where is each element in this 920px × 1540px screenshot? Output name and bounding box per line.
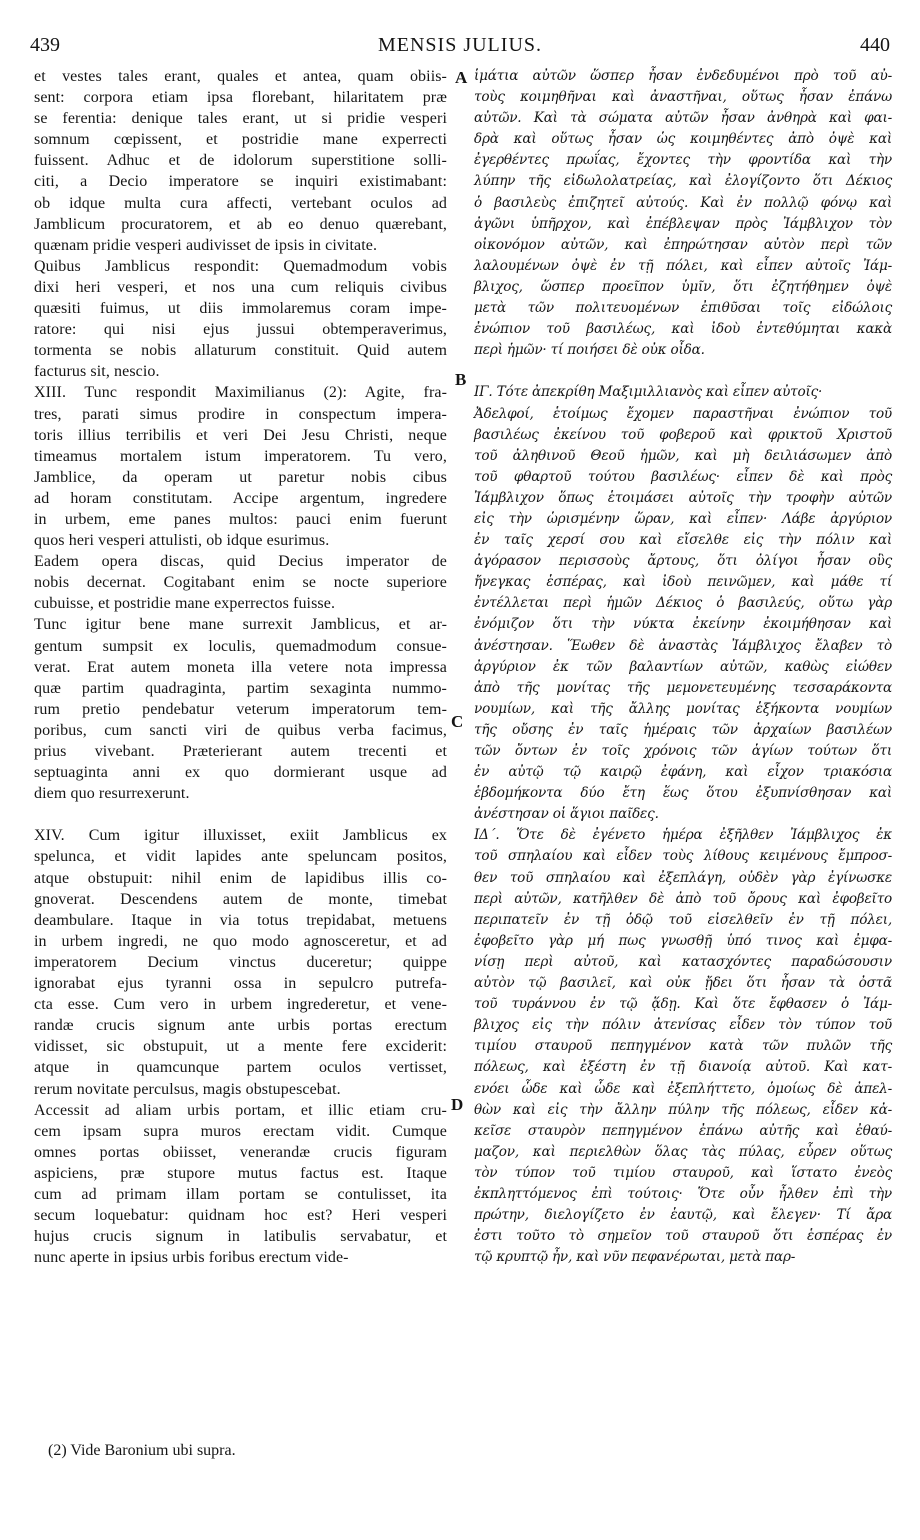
latin-text-line: gnoverat. Descendens autem de monte, timebat bbox=[34, 890, 447, 908]
greek-text-line: αὐτῶν. Καὶ τὰ σώματα αὐτῶν ἦσαν ἀνθηρὰ καὶ φαι- bbox=[474, 110, 892, 127]
latin-text-line: toris illius terribilis et veri Dei Jesu Christi, neque bbox=[34, 426, 447, 444]
greek-text-line: ἤνεγκας ἑσπέρας, καὶ ἰδοὺ πεινῶμεν, καὶ μάθε τί bbox=[474, 574, 892, 591]
latin-text-line: XIV. Cum igitur illuxisset, exiit Jamblicus ex bbox=[34, 827, 447, 845]
running-title: MENSIS JULIUS. bbox=[377, 34, 543, 56]
latin-text-line: vidisset, sic obstupuit, ut a mente fere exciderit: bbox=[34, 1038, 447, 1056]
greek-text-line: νίσῃ περὶ αὐτοῦ, καὶ κατασχόντες παραδώσουσιν bbox=[474, 953, 892, 970]
latin-text-line: Quibus Jamblicus respondit: Quemadmodum vobis bbox=[34, 257, 447, 275]
latin-text-line: facturus sit, nescio. bbox=[34, 363, 160, 381]
greek-text-line: τὸν τύπον τοῦ τιμίου σταυροῦ, καὶ ἵστατο ἐνεὸς bbox=[474, 1164, 892, 1181]
latin-text-line: quæ partim quadraginta, partim sexaginta nummo- bbox=[34, 679, 447, 697]
margin-marker-c: C bbox=[451, 712, 464, 731]
greek-text-line: βλιχος, ὥσπερ προεῖπον ὑμῖν, ὅτι ἐζητήθημεν ὀψὲ bbox=[474, 278, 892, 295]
latin-text-line: XIII. Tunc respondit Maximilianus (2): Agite, fra- bbox=[34, 384, 447, 402]
latin-text-line: aspiciens, præ stupore mutus factus est. Itaque bbox=[34, 1164, 447, 1182]
latin-text-line: prius vivebant. Præterierant autem trecenti et bbox=[34, 743, 447, 760]
greek-text-line: περὶ αὐτῶν, κατῆλθεν δὲ ἀπὸ τοῦ ὄρους καὶ ἐφοβεῖτο bbox=[474, 890, 892, 907]
greek-text-line: τῶν ὄντων ἐν τοῖς χρόνοις τῶν ἁγίων τούτων ὅτι bbox=[474, 743, 892, 759]
footnote: (2) Vide Baronium ubi supra. bbox=[48, 1442, 236, 1459]
latin-text-line: quænam pridie vesperi audivisset de ipsis in civitate. bbox=[34, 236, 378, 254]
latin-text-line: quæsiti fuimus, ut diis immolaremus coram impe- bbox=[34, 300, 447, 318]
greek-text-line: βασιλέως ἐκείνου τοῦ φοβεροῦ καὶ φρικτοῦ Χριστοῦ bbox=[474, 426, 892, 443]
greek-text-line: θὼν καὶ εἰς τὴν ἄλλην πύλην τῆς πόλεως, εἶδεν κἀ- bbox=[474, 1101, 892, 1118]
latin-text-line: rum pretio pendebatur veterum imperatorum tem- bbox=[34, 700, 447, 718]
latin-text-line: dixi heri vesperi, et nos una cum reliquis civibus bbox=[34, 278, 447, 296]
greek-text-line: τοὺς κοιμηθῆναι καὶ ἀναστῆναι, οὕτως ἦσαν ἐπάνω bbox=[474, 89, 892, 106]
greek-text-line: ἐκπληττόμενος ἐπὶ τούτοις· Ὅτε οὖν ἦλθεν ἐπὶ τὴν bbox=[474, 1185, 892, 1202]
latin-text-line: somnum cœpissent, et postridie mane experrecti bbox=[34, 131, 447, 149]
greek-text-line: ἐστι τοῦτο τὸ σημεῖον τοῦ σταυροῦ ὅτι ἑσπέρας ἐν bbox=[474, 1228, 892, 1245]
latin-text-line: Jamblice, da operam ut paretur nobis cibus bbox=[34, 468, 447, 486]
greek-text-line: εἰς τὴν ὡρισμένην ὥραν, καὶ εἶπεν· Λάβε ἀργύριον bbox=[474, 510, 892, 527]
latin-text-line: imperatorem Decium vinctus duceretur; quippe bbox=[34, 953, 447, 971]
margin-marker-a: A bbox=[455, 68, 468, 87]
greek-text-line: περιπατεῖν ἐν τῇ ὁδῷ τοῦ εἰσελθεῖν ἐν τῇ πόλει, bbox=[474, 911, 892, 928]
greek-text-line: δρὰ καὶ οὕτως ἦσαν ὡς κοιμηθέντες ἀπὸ ὀψὲ καὶ bbox=[474, 131, 892, 148]
latin-text-line: citi, a Decio imperatore se inquiri existimabant: bbox=[34, 173, 447, 191]
running-header bbox=[28, 34, 892, 56]
greek-text-line: ἀγόρασον περισσοὺς ἄρτους, ὅτι ὀλίγοι ἦσαν οὓς bbox=[474, 553, 892, 570]
page-number-left: 439 bbox=[30, 34, 60, 56]
latin-text-line: fuissent. Adhuc et de idolorum superstitione solli- bbox=[34, 152, 447, 170]
greek-text-line: ενόει ὧδε καὶ ὧδε καὶ ἐξεπλήττετο, ὁμοίως δὲ ἀπελ- bbox=[474, 1080, 892, 1097]
latin-text-line: cum ad primam illam portam se contulisset, ita bbox=[34, 1185, 447, 1203]
latin-text-line: Jamblicum procuratorem, et ab eo denuo quærebant, bbox=[34, 215, 447, 233]
greek-text-line: τοῦ τυράννου ἐν τῷ ᾅδῃ. Καὶ ὅτε ἔφθασεν ὁ Ἰάμ- bbox=[474, 996, 892, 1013]
greek-text-line: ΙΔ΄. Ὅτε δὲ ἐγένετο ἡμέρα ἐξῆλθεν Ἰάμβλιχος ἐκ bbox=[474, 827, 892, 844]
greek-text-line: ὁ βασιλεὺς ἐπιζητεῖ αὐτούς. Καὶ ἐν πολλῷ φόνῳ καὶ bbox=[474, 194, 892, 211]
latin-text-line bbox=[34, 804, 447, 825]
greek-text-line: πρώτην, διελογίζετο ἐν ἑαυτῷ, καὶ ἔλεγεν· Τί ἄρα bbox=[474, 1207, 892, 1224]
latin-text-line: atque obstupuit: nihil enim de lapidibus illis co- bbox=[34, 869, 447, 887]
latin-text-line: verat. Erat autem moneta illa vetere nota impressa bbox=[34, 658, 447, 676]
greek-text-line: ἐν αὐτῷ τῷ καιρῷ ἐφάνη, καὶ εἶχον τριακόσια bbox=[474, 764, 892, 781]
greek-text-line: μαζον, καὶ περιελθὼν ὅλας τὰς πύλας, εὗρεν οὕτως bbox=[474, 1143, 892, 1160]
greek-text-line: τῷ κρυπτῷ ἦν, καὶ νῦν πεφανέρωται, μετὰ παρ- bbox=[474, 1249, 796, 1266]
latin-text-line: hujus crucis signum in latibulis servabatur, et bbox=[34, 1228, 447, 1246]
greek-text-line: ἀγῶνι ὑπῆρχον, καὶ ἐπέβλεψαν πρὸς Ἰάμβλιχον τὸν bbox=[474, 215, 892, 232]
greek-text-line: ἀνέστησαν. Ἕωθεν δὲ ἀναστὰς Ἰάμβλιχος ἔλαβεν τὸ bbox=[474, 637, 892, 654]
latin-text-line: Eadem opera discas, quid Decius imperator de bbox=[34, 553, 447, 571]
latin-text-line: atque in quamcunque partem oculos vertisset, bbox=[34, 1059, 447, 1077]
latin-text-line: tormenta se nobis allaturum constituit. Quid autem bbox=[34, 342, 447, 360]
margin-marker-b: B bbox=[455, 370, 467, 389]
latin-text-line: poribus, cum sancti viri de quibus verba facimus, bbox=[34, 721, 447, 739]
latin-text-line: ignorabat ejus tyranni ossa in sepulcro putrefa- bbox=[34, 975, 447, 993]
greek-column bbox=[474, 66, 892, 1268]
greek-text-line: ἑβδομήκοντα δύο ἔτη ἕως ὅτου ἐξυπνίσθησαν καὶ bbox=[474, 785, 892, 802]
greek-text-line: ἐνόμιζον ὅτι τὴν νύκτα ἐκείνην ἐκοιμήθησαν καὶ bbox=[474, 616, 892, 633]
greek-text-line: οἰκονόμον αὐτῶν, καὶ ἐπηρώτησαν αὐτὸν περὶ τῶν bbox=[474, 236, 892, 253]
greek-text-line: τιμίου σταυροῦ πεπηγμένον κατὰ τῶν πυλῶν τῆς bbox=[474, 1038, 892, 1055]
greek-text-line: μετὰ τῶν πολιτευομένων ἐπιθῦσαι τοῖς εἰδώλοις bbox=[474, 300, 892, 317]
latin-text-line: ratore: qui nisi ejus jussui obtemperaverimus, bbox=[34, 321, 447, 339]
greek-text-line bbox=[474, 361, 892, 382]
greek-text-line: ἀπὸ τῆς μονίτας τῆς μεμονετευμένης τεσσαράκοντα bbox=[474, 679, 892, 696]
greek-text-line: τῆς οὔσης ἐν ταῖς ἡμέραις τῶν ἀρχαίων βασιλέων bbox=[474, 721, 892, 738]
latin-text-line: nunc aperte in ipsius urbis foribus erectum vide- bbox=[34, 1249, 349, 1267]
latin-text-line: ad horam constitutam. Accipe argentum, ingredere bbox=[34, 489, 447, 507]
greek-text-line: πόλεως, καὶ ἐξέστη ἐν τῇ διανοίᾳ αὐτοῦ. Καὶ κατ- bbox=[474, 1059, 892, 1076]
latin-text-line: Tunc igitur bene mane surrexit Jamblicus, et ar- bbox=[34, 616, 447, 634]
latin-text-line: et vestes tales erant, quales et antea, quam obiis- bbox=[34, 68, 447, 85]
latin-text-line: diem quo resurrexerunt. bbox=[34, 785, 190, 803]
greek-text-line: τοῦ ἀληθινοῦ Θεοῦ ἡμῶν, καὶ μὴ δειλιάσωμεν ἀπὸ bbox=[474, 447, 892, 464]
greek-text-line: ΙΓ. Τότε ἀπεκρίθη Μαξιμιλλιανὸς καὶ εἶπεν αὐτοῖς· bbox=[474, 384, 823, 401]
greek-text-line: ἐντέλλεται περὶ ἡμῶν Δέκιος ὁ βασιλεύς, οὕτω γὰρ bbox=[474, 595, 892, 612]
latin-text-line: rerum novitate perculsus, magis obstupescebat. bbox=[34, 1080, 341, 1098]
greek-text-line: ἱμάτια αὐτῶν ὥσπερ ἦσαν ἐνδεδυμένοι πρὸ τοῦ αὐ- bbox=[474, 68, 892, 84]
latin-text-line: secum loquebatur: quidnam hoc est? Heri vesperi bbox=[34, 1207, 447, 1225]
latin-text-line: gentum sumpsit ex loculis, quemadmodum consue- bbox=[34, 637, 447, 655]
latin-text-line: quos heri vesperi attulisti, ob idque esurimus. bbox=[34, 532, 330, 550]
greek-text-line: θεν τοῦ σπηλαίου καὶ ἐξεπλάγη, οὐδὲν γὰρ ἐγίνωσκε bbox=[474, 869, 892, 886]
latin-text-line: in urbem ingredi, ne quo modo agnosceretur, et ad bbox=[34, 932, 447, 950]
greek-text-line: Ἰάμβλιχον ὅπως ἑτοιμάσει αὐτοῖς τὴν τροφὴν αὐτῶν bbox=[474, 489, 892, 506]
latin-text-line: se ferentia: denique tales erant, ut si pridie vesperi bbox=[34, 110, 447, 128]
greek-text-line: ἀνέστησαν οἱ ἅγιοι παῖδες. bbox=[474, 806, 659, 823]
latin-text-line: Accessit ad aliam urbis portam, et illic etiam cru- bbox=[34, 1101, 447, 1119]
greek-text-line: αὐτὸν τῷ βασιλεῖ, καὶ οὐκ ᾔδει ὅτι ἦσαν τὰ ὀστᾶ bbox=[474, 975, 892, 992]
latin-text-line: deambulare. Itaque in via totus trepidabat, metuens bbox=[34, 911, 447, 929]
latin-text-line: cubuisse, et postridie mane experrectos fuisse. bbox=[34, 595, 336, 613]
greek-text-line: ἐν ταῖς χερσί σου καὶ εἴσελθε εἰς τὴν πόλιν καὶ bbox=[474, 532, 892, 549]
page-number-right: 440 bbox=[860, 34, 890, 56]
greek-text-line: νουμίων, καὶ τῆς ἄλλης μονίτας ἑξήκοντα νουμίων bbox=[474, 700, 892, 717]
greek-text-line: ἐνώπιον τοῦ βασιλέως, καὶ ἰδοὺ ἐντεθύμηται κακὰ bbox=[474, 321, 892, 338]
latin-text-line: cem ipsam supra muros erectam vidit. Cumque bbox=[34, 1122, 447, 1140]
greek-text-line: λύπην τῆς εἰδωλολατρείας, καὶ ἐλογίζοντο ὅτι Δέκιος bbox=[474, 173, 892, 190]
latin-text-line: septuaginta anni ex quo dormierant usque ad bbox=[34, 764, 447, 782]
latin-text-line: randæ crucis signum ante urbis portas erectum bbox=[34, 1017, 447, 1035]
latin-text-line: tres, parati simus prodire in conspectum impera- bbox=[34, 405, 447, 423]
greek-text-line: λαλουμένων ὀψὲ ἐν τῇ πόλει, καὶ εἶπεν αὐτοῖς Ἰάμ- bbox=[474, 257, 892, 274]
latin-text-line: nobis decernat. Cogitabant enim se nocte superiore bbox=[34, 574, 447, 592]
greek-text-line: κεῖσε σταυρὸν πεπηγμένον ἐπάνω αὐτῆς καὶ ἐθαύ- bbox=[474, 1122, 892, 1139]
latin-text-line: ob idque multa cura affecti, vertebant oculos ad bbox=[34, 194, 447, 212]
latin-text-line: in urbem, eme panes multos: pauci enim fuerunt bbox=[34, 510, 447, 528]
latin-text-line: timeamus mortalem istum imperatorem. Tu vero, bbox=[34, 447, 447, 465]
latin-text-line: sent: corpora etiam ipsa florebant, hilaritatem præ bbox=[34, 89, 447, 107]
greek-text-line: ἐγερθέντες πρωΐας, ἔχοντες τὴν φροντίδα καὶ τὴν bbox=[474, 152, 892, 169]
latin-text-line: spelunca, et vidit lapides ante speluncam positos, bbox=[34, 848, 447, 866]
latin-column bbox=[34, 66, 447, 1268]
margin-marker-d: D bbox=[451, 1095, 464, 1114]
greek-text-line: ἐφοβεῖτο γὰρ μή πως γνωσθῇ ὑπό τινος καὶ ἐμφα- bbox=[474, 932, 892, 949]
greek-text-line: ἀργύριον ἐκ τῶν βαλαντίων αὐτῶν, καθὼς εἰώθεν bbox=[474, 658, 892, 675]
greek-text-line: βλιχος εἰς τὴν πόλιν ἀτενίσας εἶδεν τὸν τύπον τοῦ bbox=[474, 1017, 892, 1034]
greek-text-line: τοῦ σπηλαίου καὶ εἶδεν τοὺς λίθους κειμένους ἔμπροσ- bbox=[474, 848, 892, 865]
greek-text-line: περὶ ἡμῶν· τί ποιήσει δὲ οὐκ οἶδα. bbox=[474, 342, 705, 359]
greek-text-line: τοῦ φθαρτοῦ τούτου βασιλέως· εἶπεν δὲ καὶ πρὸς bbox=[474, 468, 892, 485]
latin-text-line: cta esse. Cum vero in urbem ingrederetur, et vene- bbox=[34, 996, 447, 1014]
greek-text-line: Ἀδελφοί, ἑτοίμως ἔχομεν παραστῆναι ἐνώπιον τοῦ bbox=[474, 405, 892, 422]
latin-text-line: omnes portas obiisset, venerandæ crucis figuram bbox=[34, 1143, 447, 1161]
